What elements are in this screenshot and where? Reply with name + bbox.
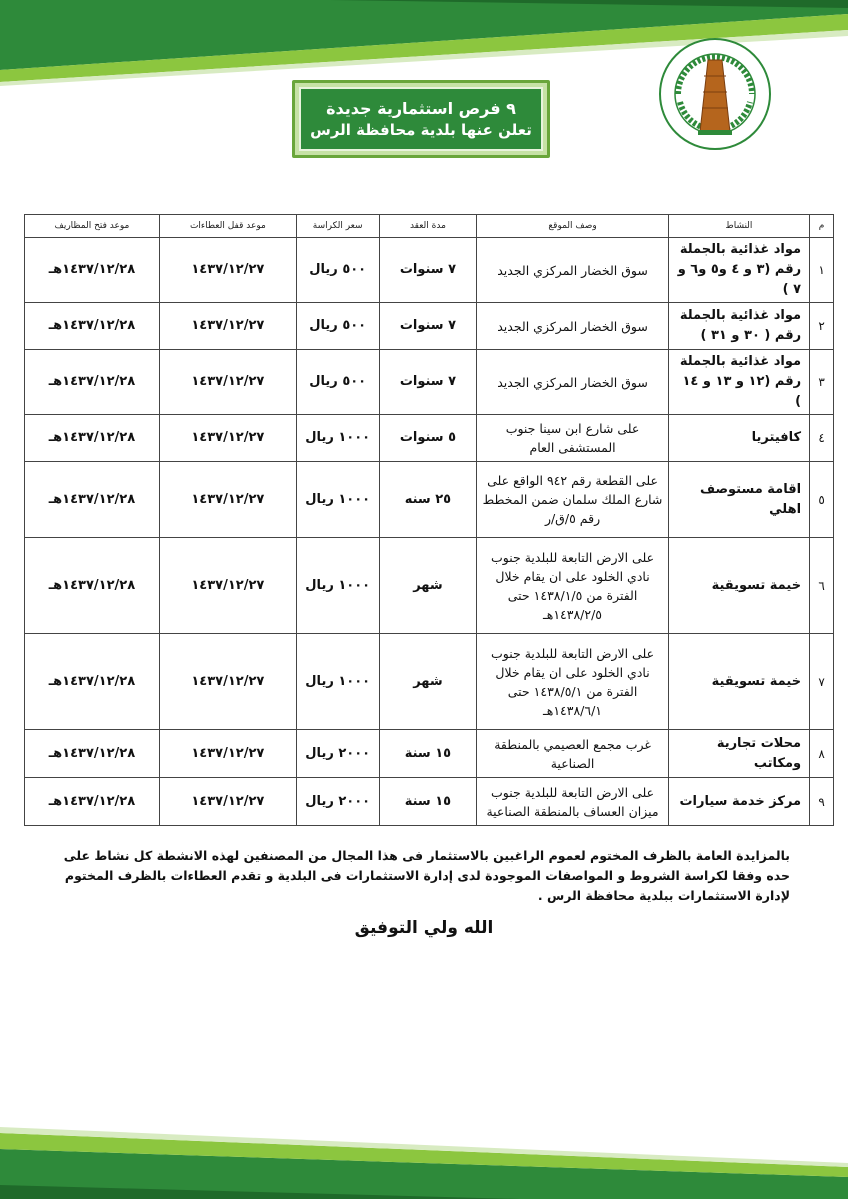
- row-activity: خيمة تسويقية: [668, 538, 809, 634]
- row-location: سوق الخضار المركزي الجديد: [477, 238, 668, 303]
- row-close-date: ١٤٣٧/١٢/٢٧: [159, 303, 296, 350]
- row-close-date: ١٤٣٧/١٢/٢٧: [159, 462, 296, 538]
- row-open-date: ١٤٣٧/١٢/٢٨هـ: [25, 303, 160, 350]
- row-location: سوق الخضار المركزي الجديد: [477, 350, 668, 415]
- row-activity: اقامة مستوصف اهلي: [668, 462, 809, 538]
- row-duration: شهر: [379, 538, 477, 634]
- row-close-date: ١٤٣٧/١٢/٢٧: [159, 238, 296, 303]
- row-activity: محلات تجارية ومكاتب: [668, 730, 809, 778]
- row-close-date: ١٤٣٧/١٢/٢٧: [159, 538, 296, 634]
- row-open-date: ١٤٣٧/١٢/٢٨هـ: [25, 350, 160, 415]
- row-num: ٢: [810, 303, 834, 350]
- row-open-date: ١٤٣٧/١٢/٢٨هـ: [25, 730, 160, 778]
- row-num: ٨: [810, 730, 834, 778]
- row-num: ١: [810, 238, 834, 303]
- table-row: [25, 538, 834, 634]
- row-location: غرب مجمع العصيمي بالمنطقة الصناعية: [477, 730, 668, 778]
- row-num: ٧: [810, 634, 834, 730]
- row-open-date: ١٤٣٧/١٢/٢٨هـ: [25, 634, 160, 730]
- row-location: سوق الخضار المركزي الجديد: [477, 303, 668, 350]
- row-open-date: ١٤٣٧/١٢/٢٨هـ: [25, 462, 160, 538]
- row-open-date: ١٤٣٧/١٢/٢٨هـ: [25, 778, 160, 826]
- table-row: [25, 303, 834, 350]
- row-close-date: ١٤٣٧/١٢/٢٧: [159, 350, 296, 415]
- table-row: [25, 778, 834, 826]
- row-price: ١٠٠٠ ريال: [296, 415, 379, 462]
- row-price: ٥٠٠ ريال: [296, 238, 379, 303]
- title-line-1: ٩ فرص استثمارية جديدة: [326, 98, 516, 118]
- row-duration: شهر: [379, 634, 477, 730]
- row-close-date: ١٤٣٧/١٢/٢٧: [159, 778, 296, 826]
- row-price: ١٠٠٠ ريال: [296, 538, 379, 634]
- table-row: [25, 350, 834, 415]
- header-activity: النشاط: [668, 215, 809, 238]
- row-activity: مركز خدمة سيارات: [668, 778, 809, 826]
- row-duration: ٧ سنوات: [379, 350, 477, 415]
- row-location: على الارض التابعة للبلدية جنوب نادي الخلود على ان يقام خلال الفترة من ١٤٣٨/١/٥ حتى ١٤٣٨/٢/٥هـ: [477, 538, 668, 634]
- row-activity: مواد غذائية بالجملة رقم (١٢ و ١٣ و ١٤ ): [668, 350, 809, 415]
- row-duration: ١٥ سنة: [379, 730, 477, 778]
- row-duration: ٢٥ سنه: [379, 462, 477, 538]
- row-activity: كافيتريا: [668, 415, 809, 462]
- row-close-date: ١٤٣٧/١٢/٢٧: [159, 415, 296, 462]
- table-row: [25, 730, 834, 778]
- row-num: ٣: [810, 350, 834, 415]
- row-activity: خيمة تسويقية: [668, 634, 809, 730]
- table-row: [25, 462, 834, 538]
- row-activity: مواد غذائية بالجملة رقم ( ٣٠ و ٣١ ): [668, 303, 809, 350]
- row-open-date: ١٤٣٧/١٢/٢٨هـ: [25, 238, 160, 303]
- table-row: [25, 238, 834, 303]
- row-num: ٥: [810, 462, 834, 538]
- row-activity: مواد غذائية بالجملة رقم (٣ و ٤ و٥ و٦ و ٧ ): [668, 238, 809, 303]
- header-open-date: موعد فتح المظاريف: [25, 215, 160, 238]
- row-duration: ١٥ سنة: [379, 778, 477, 826]
- header-close-date: موعد قفل العطاءات: [159, 215, 296, 238]
- row-price: ١٠٠٠ ريال: [296, 462, 379, 538]
- row-num: ٩: [810, 778, 834, 826]
- row-num: ٦: [810, 538, 834, 634]
- row-close-date: ١٤٣٧/١٢/٢٧: [159, 730, 296, 778]
- header-num: م: [810, 215, 834, 238]
- table-row: [25, 634, 834, 730]
- row-price: ٢٠٠٠ ريال: [296, 778, 379, 826]
- row-open-date: ١٤٣٧/١٢/٢٨هـ: [25, 538, 160, 634]
- row-price: ٥٠٠ ريال: [296, 350, 379, 415]
- row-duration: ٥ سنوات: [379, 415, 477, 462]
- title-banner: [292, 80, 550, 158]
- announcement-note: بالمزايدة العامة بالظرف المختوم لعموم الراغبين بالاستثمار فى هذا المجال من المصنفين لهذه الانشطة كل نشاط على حده وفقا لكراسة الشروط و المواصفات الموجودة لدى إدارة الاستثمارات فى البلدية و تقدم العطاءات بالظرف المختوم لإدارة الاستثمارات ببلدية محافظة الرس .: [63, 848, 790, 903]
- table-row: [25, 415, 834, 462]
- municipality-seal-logo: [658, 36, 772, 152]
- row-close-date: ١٤٣٧/١٢/٢٧: [159, 634, 296, 730]
- row-price: ٥٠٠ ريال: [296, 303, 379, 350]
- header-location: وصف الموقع: [477, 215, 668, 238]
- title-line-2: تعلن عنها بلدية محافظة الرس: [310, 120, 532, 139]
- row-price: ١٠٠٠ ريال: [296, 634, 379, 730]
- row-location: على الارض التابعة للبلدية جنوب نادي الخلود على ان يقام خلال الفترة من ١٤٣٨/٥/١ حتى ١٤٣٨/٦/١هـ: [477, 634, 668, 730]
- row-price: ٢٠٠٠ ريال: [296, 730, 379, 778]
- bottom-decorative-band: [0, 1119, 848, 1199]
- row-open-date: ١٤٣٧/١٢/٢٨هـ: [25, 415, 160, 462]
- table-header-row: [25, 215, 834, 238]
- header-duration: مدة العقد: [379, 215, 477, 238]
- investment-opportunities-table: [24, 214, 834, 826]
- closing-phrase: الله ولي التوفيق: [354, 918, 494, 938]
- row-duration: ٧ سنوات: [379, 238, 477, 303]
- row-num: ٤: [810, 415, 834, 462]
- row-location: على شارع ابن سينا جنوب المستشفى العام: [477, 415, 668, 462]
- row-location: على الارض التابعة للبلدية جنوب ميزان العساف بالمنطقة الصناعية: [477, 778, 668, 826]
- row-location: على القطعة رقم ٩٤٢ الواقع على شارع الملك سلمان ضمن المخطط رقم ٥/ق/ر: [477, 462, 668, 538]
- row-duration: ٧ سنوات: [379, 303, 477, 350]
- header-price: سعر الكراسة: [296, 215, 379, 238]
